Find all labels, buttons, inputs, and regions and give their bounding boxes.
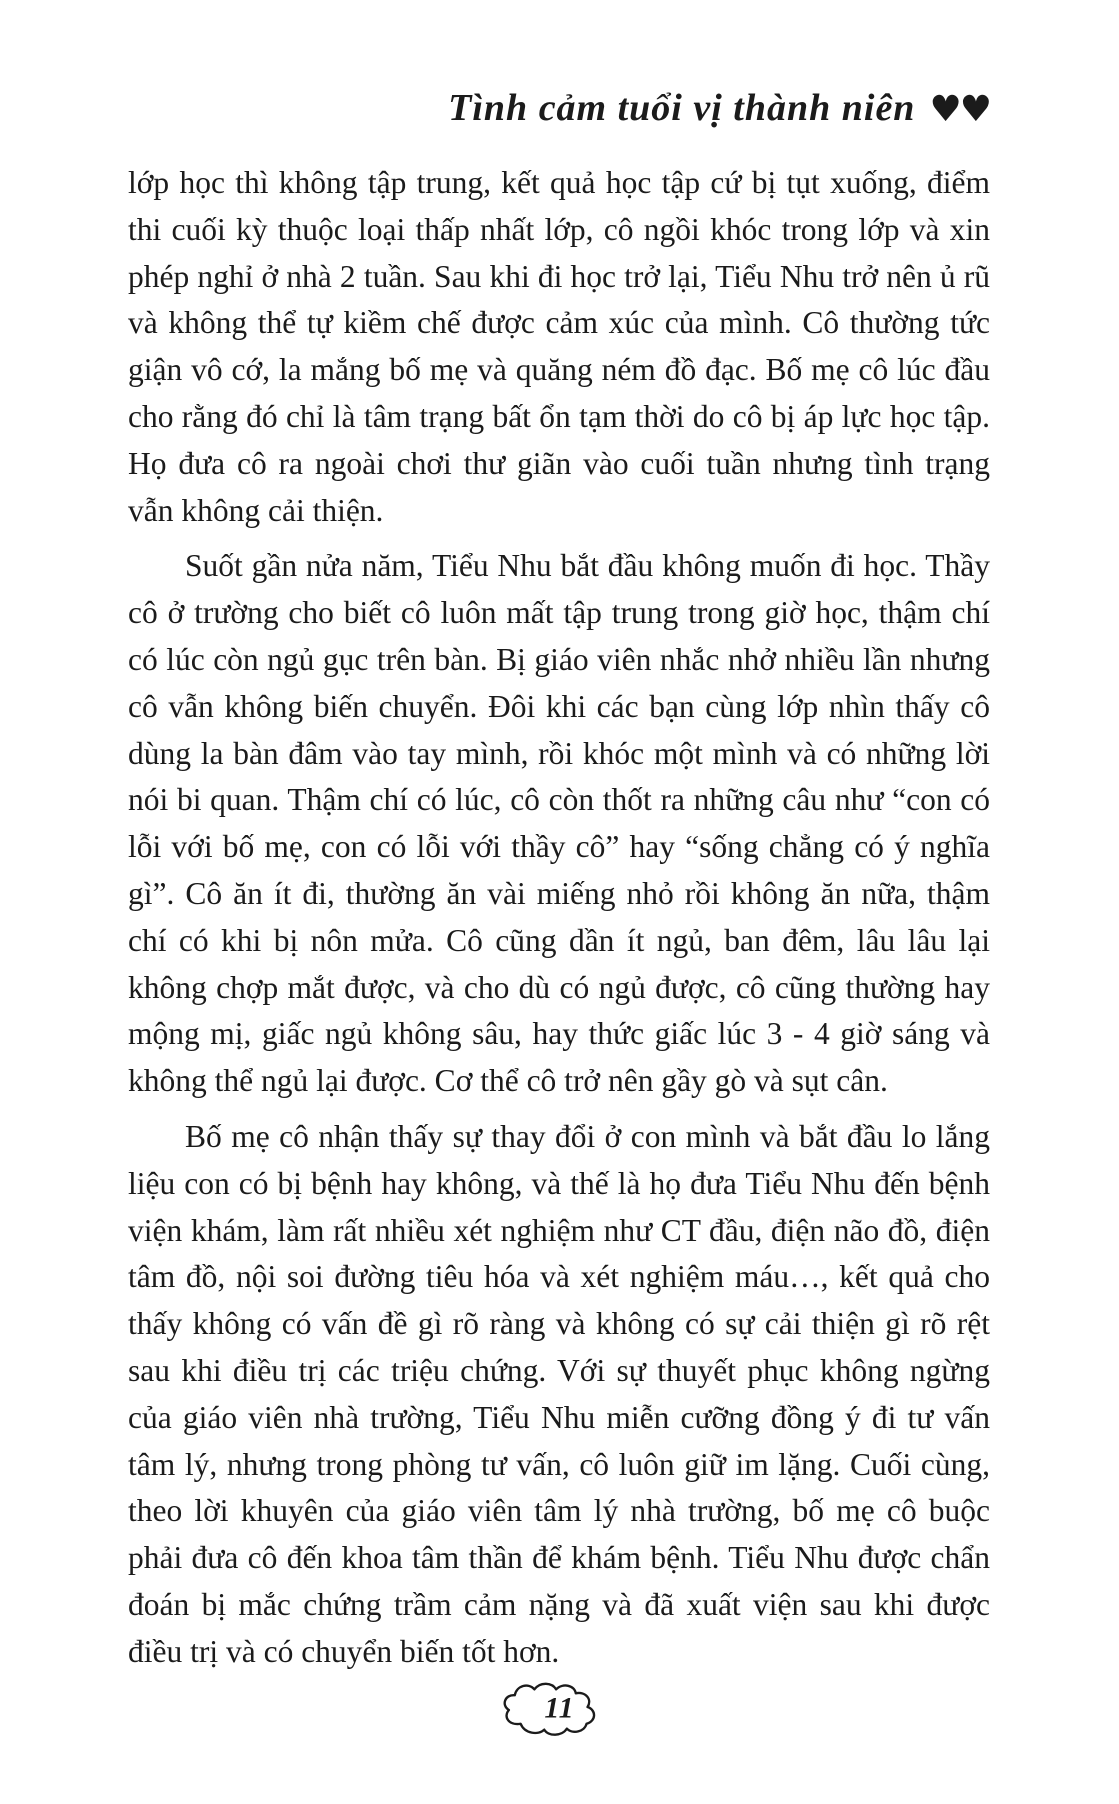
chapter-title: Tình cảm tuổi vị thành niên [448,87,916,129]
page-number-badge [501,1678,619,1742]
running-header [128,86,990,130]
page-number: 11 [544,1691,575,1725]
page-body [128,160,990,1676]
paragraph-2: Suốt gần nửa năm, Tiểu Nhu bắt đầu không muốn đi học. Thầy cô ở trường cho biết cô luôn mất tập trung trong giờ học, thậm chí có lúc còn ngủ gục trên bàn. Bị giáo viên nhắc nhở nhiều lần nhưng cô vẫn không biến chuyển. Đôi khi các bạn cùng lớp nhìn thấy cô dùng la bàn đâm vào tay mình, rồi khóc một mình và có những lời nói bi quan. Thậm chí có lúc, cô còn thốt ra những câu như “con có lỗi với bố mẹ, con có lỗi với thầy cô” hay “sống chẳng có ý nghĩa gì”. Cô ăn ít đi, thường ăn vài miếng nhỏ rồi không ăn nữa, thậm chí có khi bị nôn mửa. Cô cũng dần ít ngủ, ban đêm, lâu lâu lại không chợp mắt được, và cho dù có ngủ được, cô cũng thường hay mộng mị, giấc ngủ không sâu, hay thức giấc lúc 3 - 4 giờ sáng và không thể ngủ lại được. Cơ thể cô trở nên gầy gò và sụt cân. [128,548,990,1099]
hearts-icon: ♥♥ [929,89,990,130]
paragraph-1: lớp học thì không tập trung, kết quả học tập cứ bị tụt xuống, điểm thi cuối kỳ thuộc loại thấp nhất lớp, cô ngồi khóc trong lớp và xin phép nghỉ ở nhà 2 tuần. Sau khi đi học trở lại, Tiểu Nhu trở nên ủ rũ và không thể tự kiềm chế được cảm xúc của mình. Cô thường tức giận vô cớ, la mắng bố mẹ và quăng ném đồ đạc. Bố mẹ cô lúc đầu cho rằng đó chỉ là tâm trạng bất ổn tạm thời do cô bị áp lực học tập. Họ đưa cô ra ngoài chơi thư giãn vào cuối tuần nhưng tình trạng vẫn không cải thiện. [128,165,990,528]
paragraph-3: Bố mẹ cô nhận thấy sự thay đổi ở con mình và bắt đầu lo lắng liệu con có bị bệnh hay không, và thế là họ đưa Tiểu Nhu đến bệnh viện khám, làm rất nhiều xét nghiệm như CT đầu, điện não đồ, điện tâm đồ, nội soi đường tiêu hóa và xét nghiệm máu…, kết quả cho thấy không có vấn đề gì rõ ràng và không có sự cải thiện gì rõ rệt sau khi điều trị các triệu chứng. Với sự thuyết phục không ngừng của giáo viên nhà trường, Tiểu Nhu miễn cưỡng đồng ý đi tư vấn tâm lý, nhưng trong phòng tư vấn, cô luôn giữ im lặng. Cuối cùng, theo lời khuyên của giáo viên tâm lý nhà trường, bố mẹ cô buộc phải đưa cô đến khoa tâm thần để khám bệnh. Tiểu Nhu được chẩn đoán bị mắc chứng trầm cảm nặng và đã xuất viện sau khi được điều trị và có chuyển biến tốt hơn. [128,1118,990,1669]
